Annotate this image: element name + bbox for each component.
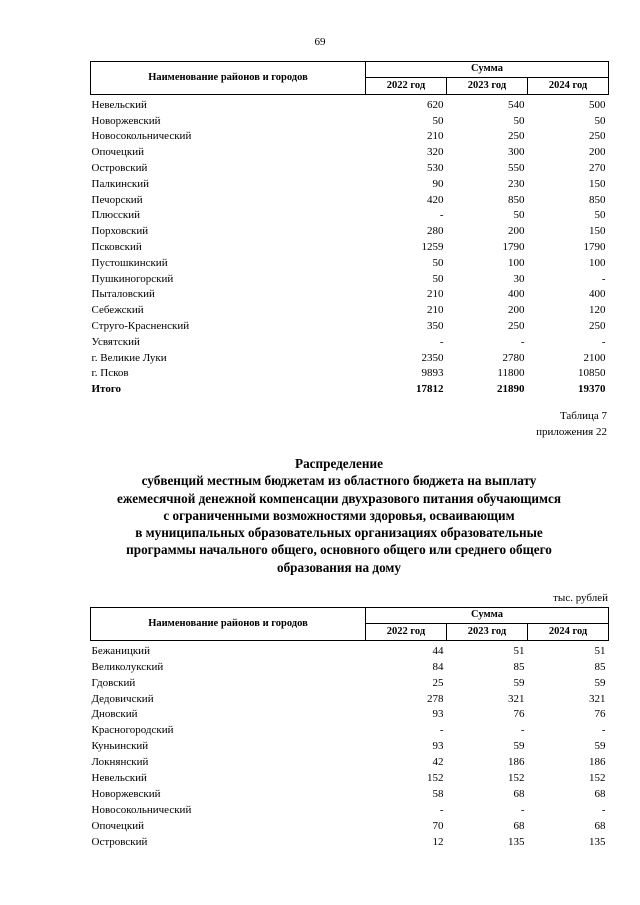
table-row [91, 237, 609, 253]
region-name-cell: Дедовичский [91, 692, 154, 705]
value-2023-cell: 2780 [502, 351, 525, 364]
table-row [91, 800, 609, 816]
value-2024-cell: 150 [589, 225, 606, 238]
table-row [91, 768, 609, 784]
header-year-2022: 2022 год [366, 624, 447, 641]
value-2022-cell: 25 [432, 676, 444, 689]
table-row [91, 142, 609, 158]
value-2024-cell: 85 [594, 660, 606, 673]
value-2022-cell: 420 [427, 193, 444, 206]
region-name-cell: Псковский [91, 240, 142, 253]
value-2022-cell: - [439, 724, 444, 737]
region-name-cell: Невельский [91, 772, 147, 785]
appendix-reference: приложения 22 [536, 426, 607, 438]
table-row [91, 641, 609, 657]
region-name-cell: Новоржевский [91, 787, 161, 800]
region-name-cell: Бежаницкий [91, 644, 150, 657]
subsidy-table-2 [90, 607, 609, 848]
value-2024-cell: - [601, 272, 606, 285]
value-2024-cell: - [601, 335, 606, 348]
value-2023-cell: 250 [508, 319, 525, 332]
table-row [91, 127, 609, 143]
table-number: Таблица 7 [559, 410, 607, 422]
table-row [91, 253, 609, 269]
table-row [91, 316, 609, 332]
region-name-cell: Палкинский [91, 177, 150, 190]
header-region-name: Наименование районов и городов [91, 608, 366, 641]
value-2022-cell: 84 [432, 660, 444, 673]
value-2022-cell: 70 [432, 819, 444, 832]
value-2022-cell: 50 [432, 114, 444, 127]
value-2022-cell: 44 [432, 644, 444, 657]
value-2024-cell: 76 [594, 708, 606, 721]
table-row [91, 332, 609, 348]
value-2022-cell: 50 [432, 272, 444, 285]
table-row [91, 364, 609, 380]
value-2022-cell: 280 [427, 225, 444, 238]
table-row [91, 657, 609, 673]
table-row [91, 784, 609, 800]
value-2023-cell: 50 [513, 209, 525, 222]
value-2022-cell: 58 [432, 787, 444, 800]
region-name-cell: Себежский [91, 304, 144, 317]
value-2023-cell: 250 [508, 130, 525, 143]
value-2024-cell: 321 [589, 692, 606, 705]
region-name-cell: Усвятский [91, 335, 140, 348]
value-2022-cell: 530 [427, 161, 444, 174]
value-2024-cell: 120 [589, 304, 606, 317]
table-row [91, 111, 609, 127]
value-2022-cell: 152 [427, 772, 444, 785]
value-2022-cell: 210 [427, 288, 444, 301]
header-sum: Сумма [366, 608, 609, 624]
value-2023-cell: 11800 [497, 367, 525, 380]
table-row [91, 736, 609, 752]
region-name-cell: Пыталовский [91, 288, 155, 301]
value-2023-cell: 59 [513, 740, 525, 753]
region-name-cell: Локнянский [91, 756, 149, 769]
region-name-cell: Пустошкинский [91, 256, 168, 269]
region-name-cell: Порховский [91, 225, 149, 238]
value-2024-cell: 10850 [578, 367, 606, 380]
value-2023-cell: 186 [508, 756, 525, 769]
value-2023-cell: 68 [513, 819, 525, 832]
region-name-cell: Куньинский [91, 740, 149, 753]
table-row [91, 720, 609, 736]
value-2022-cell: 50 [432, 256, 444, 269]
value-2024-cell: 19370 [578, 383, 606, 396]
heading-line: в муниципальных образовательных организациях образовательные [135, 525, 543, 541]
value-2023-cell: 68 [513, 787, 525, 800]
value-2023-cell: 550 [508, 161, 525, 174]
value-2023-cell: - [520, 724, 525, 737]
value-2023-cell: 59 [513, 676, 525, 689]
region-name-cell: Плюсский [91, 209, 141, 222]
table-row [91, 689, 609, 705]
table-row [91, 190, 609, 206]
value-2024-cell: 59 [594, 676, 606, 689]
value-2023-cell: 85 [513, 660, 525, 673]
value-2023-cell: 200 [508, 225, 525, 238]
header-year-2023: 2023 год [447, 624, 528, 641]
value-2024-cell: 150 [589, 177, 606, 190]
region-name-cell: Великолукский [91, 660, 164, 673]
region-name-cell: Новосокольнический [91, 130, 192, 143]
value-2022-cell: 42 [432, 756, 444, 769]
page-number: 69 [314, 36, 326, 48]
value-2024-cell: 270 [589, 161, 606, 174]
value-2022-cell: 12 [432, 835, 444, 848]
value-2022-cell: 320 [427, 146, 444, 159]
value-2024-cell: 68 [594, 787, 606, 800]
value-2023-cell: - [520, 803, 525, 816]
value-2022-cell: 350 [427, 319, 444, 332]
region-name-cell: Гдовский [91, 676, 136, 689]
value-2022-cell: - [439, 335, 444, 348]
region-name-cell: Новосокольнический [91, 803, 192, 816]
value-2024-cell: 200 [589, 146, 606, 159]
header-year-2022: 2022 год [366, 78, 447, 95]
value-2024-cell: 51 [594, 644, 606, 657]
region-name-cell: Струго-Красненский [91, 319, 190, 332]
value-2022-cell: 17812 [416, 383, 444, 396]
value-2024-cell: 68 [594, 819, 606, 832]
value-2024-cell: 135 [589, 835, 606, 848]
total-row [91, 379, 609, 395]
table-caption [536, 408, 607, 440]
table-row [91, 95, 609, 111]
value-2024-cell: 50 [594, 114, 606, 127]
region-name-cell: Опочецкий [91, 146, 144, 159]
region-name-cell: Пушкиногорский [91, 272, 174, 285]
heading-line: Распределение [295, 456, 383, 471]
section-heading [40, 455, 638, 576]
table-row [91, 752, 609, 768]
value-2022-cell: 1259 [421, 240, 444, 253]
value-2022-cell: 9893 [421, 367, 444, 380]
subsidy-table-1 [90, 61, 609, 395]
value-2022-cell: - [439, 803, 444, 816]
table-row [91, 705, 609, 721]
value-2022-cell: 2350 [421, 351, 444, 364]
value-2023-cell: 321 [508, 692, 525, 705]
region-name-cell: Печорский [91, 193, 143, 206]
value-2023-cell: 200 [508, 304, 525, 317]
value-2022-cell: 93 [432, 740, 444, 753]
table-row [91, 158, 609, 174]
table-row [91, 816, 609, 832]
heading-line: субвенций местным бюджетам из областного бюджета на выплату [141, 473, 537, 489]
value-2022-cell: 620 [427, 98, 444, 111]
value-2022-cell: 90 [432, 177, 444, 190]
header-region-name: Наименование районов и городов [91, 62, 366, 95]
table-row [91, 174, 609, 190]
value-2024-cell: 850 [589, 193, 606, 206]
table-row [91, 300, 609, 316]
region-name-cell: Красногородский [91, 724, 174, 737]
value-2024-cell: 1790 [583, 240, 606, 253]
value-2023-cell: - [520, 335, 525, 348]
table-row [91, 269, 609, 285]
value-2024-cell: - [601, 803, 606, 816]
value-2022-cell: - [439, 209, 444, 222]
table-row [91, 348, 609, 364]
value-2024-cell: - [601, 724, 606, 737]
value-2024-cell: 100 [589, 256, 606, 269]
value-2022-cell: 210 [427, 304, 444, 317]
value-2024-cell: 59 [594, 740, 606, 753]
value-2023-cell: 300 [508, 146, 525, 159]
value-2023-cell: 400 [508, 288, 525, 301]
header-year-2023: 2023 год [447, 78, 528, 95]
value-2023-cell: 152 [508, 772, 525, 785]
header-sum: Сумма [366, 62, 609, 78]
table-row [91, 832, 609, 848]
region-name-cell: г. Великие Луки [91, 351, 167, 364]
region-name-cell: Опочецкий [91, 819, 144, 832]
value-2023-cell: 230 [508, 177, 525, 190]
heading-line: с ограниченными возможностями здоровья, осваивающим [163, 507, 515, 523]
heading-line: образования на дому [276, 559, 402, 575]
value-2023-cell: 50 [513, 114, 525, 127]
value-2024-cell: 250 [589, 130, 606, 143]
value-2022-cell: 93 [432, 708, 444, 721]
value-2024-cell: 152 [589, 772, 606, 785]
region-name-cell: Новоржевский [91, 114, 161, 127]
value-2023-cell: 850 [508, 193, 525, 206]
value-2022-cell: 278 [427, 692, 444, 705]
region-name-cell: Итого [91, 383, 122, 396]
heading-line: ежемесячной денежной компенсации двухразового питания обучающимся [117, 490, 561, 506]
value-2023-cell: 76 [513, 708, 525, 721]
value-2024-cell: 50 [594, 209, 606, 222]
value-2024-cell: 400 [589, 288, 606, 301]
region-name-cell: Островский [91, 161, 148, 174]
value-2023-cell: 21890 [497, 383, 525, 396]
value-2023-cell: 100 [508, 256, 525, 269]
region-name-cell: Невельский [91, 98, 147, 111]
table-row [91, 206, 609, 222]
value-2024-cell: 250 [589, 319, 606, 332]
header-year-2024: 2024 год [528, 78, 609, 95]
table-row [91, 285, 609, 301]
value-2024-cell: 2100 [583, 351, 606, 364]
region-name-cell: г. Псков [91, 367, 129, 380]
region-name-cell: Островский [91, 835, 148, 848]
value-2023-cell: 30 [513, 272, 525, 285]
value-2024-cell: 500 [589, 98, 606, 111]
value-2022-cell: 210 [427, 130, 444, 143]
region-name-cell: Дновский [91, 708, 138, 721]
value-2023-cell: 51 [513, 644, 525, 657]
units-label: тыс. рублей [553, 592, 608, 604]
value-2023-cell: 1790 [502, 240, 525, 253]
value-2023-cell: 135 [508, 835, 525, 848]
table-row [91, 673, 609, 689]
value-2024-cell: 186 [589, 756, 606, 769]
table-row [91, 221, 609, 237]
header-year-2024: 2024 год [528, 624, 609, 641]
value-2023-cell: 540 [508, 98, 525, 111]
heading-line: программы начального общего, основного общего или среднего общего [126, 542, 552, 558]
